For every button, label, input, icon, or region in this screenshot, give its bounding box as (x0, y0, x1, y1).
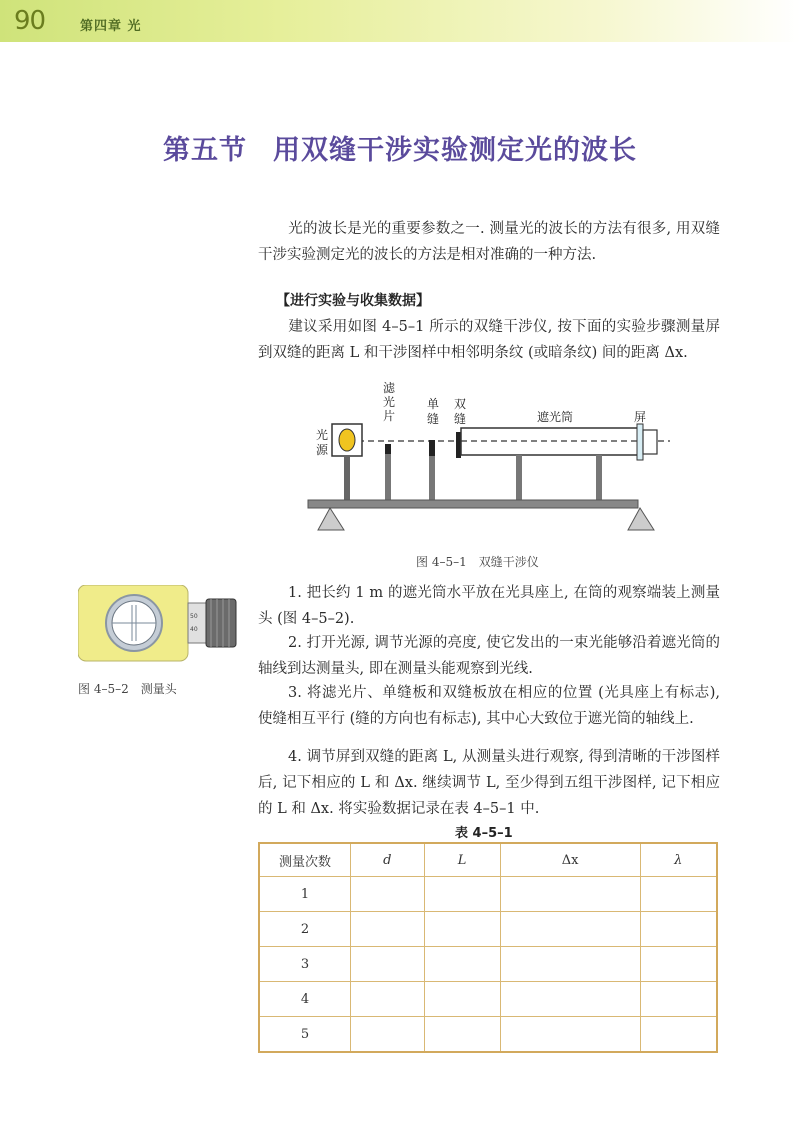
label-screen: 屏 (634, 410, 647, 424)
table-cell (351, 912, 425, 947)
step-2-text: 2. 打开光源, 调节光源的亮度, 使它发出的一束光能够沿着遮光筒的轴线到达测量头, 即在测量头能观察到光线. (258, 635, 720, 677)
experiment-subhead: 【进行实验与收集数据】 (276, 293, 430, 309)
double-slit-apparatus-figure (300, 380, 680, 545)
step-1-text: 1. 把长约 1 m 的遮光筒水平放在光具座上, 在筒的观察端装上测量头 (图 4–5–2). (258, 585, 720, 627)
intro-text: 光的波长是光的重要参数之一. 测量光的波长的方法有很多, 用双缝干涉实验测定光的波长的方法是相对准确的一种方法. (258, 221, 720, 263)
table-cell (351, 982, 425, 1017)
bench-foot-right (628, 508, 654, 530)
section-number: 第五节 (163, 135, 247, 166)
label-filter-2: 光 (383, 395, 396, 409)
table-cell (500, 912, 640, 947)
optical-bench (308, 500, 638, 508)
table-cell (424, 912, 500, 947)
table-cell (351, 1017, 425, 1053)
single-slit-post (429, 456, 435, 500)
table-header-row (259, 843, 717, 877)
label-single-2: 缝 (427, 412, 440, 426)
label-filter-1: 滤 (383, 381, 396, 395)
row-index: 4 (259, 982, 351, 1017)
label-single-slit (427, 397, 439, 427)
label-double-1: 双 (454, 397, 467, 411)
label-double-2: 缝 (454, 412, 467, 426)
label-source (316, 428, 328, 458)
label-double-slit (454, 397, 466, 427)
table-cell (351, 877, 425, 912)
table-cell (500, 877, 640, 912)
label-filter (383, 381, 395, 423)
row-index: 1 (259, 877, 351, 912)
table-cell (424, 1017, 500, 1053)
table-row (259, 1017, 717, 1053)
bench-foot-left (318, 508, 344, 530)
intro-paragraph (258, 216, 720, 268)
data-table (258, 842, 718, 1053)
label-single-1: 单 (427, 397, 440, 411)
table-row (259, 947, 717, 982)
single-slit-plate (429, 440, 435, 456)
dial-scale (188, 603, 206, 643)
section-heading: 用双缝干涉实验测定光的波长 (273, 135, 637, 166)
table-cell (500, 947, 640, 982)
label-filter-3: 片 (383, 409, 396, 423)
figure2-caption: 图 4–5–2 测量头 (78, 682, 177, 696)
table-cell (640, 877, 717, 912)
source-post (344, 456, 350, 500)
table-cell (424, 982, 500, 1017)
table-row (259, 912, 717, 947)
dial-mark-40: 40 (190, 626, 198, 633)
header-lambda: λ (640, 843, 717, 877)
dial-mark-50: 50 (190, 613, 198, 620)
label-source-2: 源 (316, 443, 329, 457)
table-cell (351, 947, 425, 982)
tube-support-right (596, 455, 602, 500)
page-number: 90 (14, 6, 46, 36)
step-1 (258, 580, 720, 632)
filter-plate (385, 444, 391, 454)
screen-plate (637, 424, 643, 460)
table-cell (424, 877, 500, 912)
header-count: 测量次数 (259, 843, 351, 877)
header-d: d (351, 843, 425, 877)
eyepiece-end (643, 430, 657, 454)
step-3 (258, 680, 720, 732)
figure1-caption: 图 4–5–1 双缝干涉仪 (416, 555, 539, 569)
table-row (259, 877, 717, 912)
table-title: 表 4–5–1 (455, 826, 513, 841)
suggest-text: 建议采用如图 4–5–1 所示的双缝干涉仪, 按下面的实验步骤测量屏到双缝的距离 L 和干涉图样中相邻明条纹 (或暗条纹) 间的距离 Δx. (258, 319, 720, 361)
measuring-head-figure (78, 585, 243, 663)
table-cell (424, 947, 500, 982)
label-tube: 遮光筒 (537, 410, 574, 424)
table-row (259, 982, 717, 1017)
row-index: 5 (259, 1017, 351, 1053)
filter-post (385, 454, 391, 500)
row-index: 2 (259, 912, 351, 947)
table-cell (500, 982, 640, 1017)
step-4-text: 4. 调节屏到双缝的距离 L, 从测量头进行观察, 得到清晰的干涉图样后, 记下相应的 L 和 Δx. 继续调节 L, 至少得到五组干涉图样, 记下相应的 L 和 Δx. 将实验数据记录在表 4–5–1 中. (258, 749, 720, 817)
table-cell (640, 982, 717, 1017)
table-cell (640, 1017, 717, 1053)
table-cell (640, 947, 717, 982)
header-dx: Δx (500, 843, 640, 877)
table-cell (500, 1017, 640, 1053)
lamp-icon (339, 429, 355, 451)
header-L: L (424, 843, 500, 877)
step-3-text: 3. 将滤光片、单缝板和双缝板放在相应的位置 (光具座上有标志), 使缝相互平行 (缝的方向也有标志), 其中心大致位于遮光筒的轴线上. (258, 685, 720, 727)
section-title (0, 128, 800, 167)
table-cell (640, 912, 717, 947)
chapter-title: 第四章 光 (80, 19, 142, 34)
tube-support-left (516, 455, 522, 500)
suggest-paragraph (258, 314, 720, 366)
label-source-1: 光 (316, 428, 329, 442)
step-4 (258, 744, 720, 822)
step-2 (258, 630, 720, 682)
row-index: 3 (259, 947, 351, 982)
